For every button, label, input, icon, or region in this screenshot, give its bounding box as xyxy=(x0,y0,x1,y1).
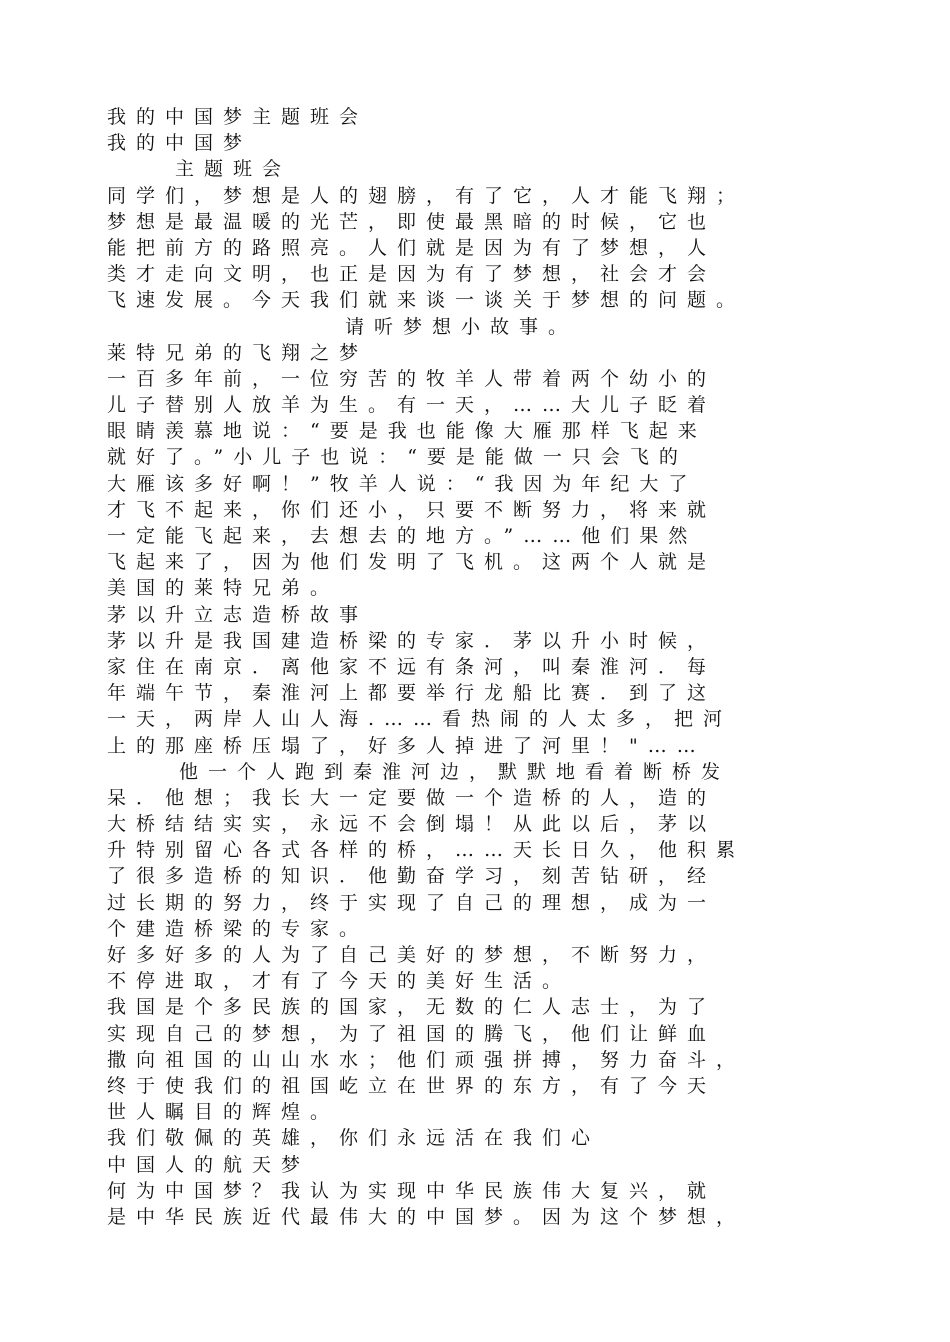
story-heading-mao-yisheng: 茅以升立志造桥故事 xyxy=(107,603,369,626)
document-title: 我的中国梦主题班会 xyxy=(107,106,369,128)
document-body xyxy=(107,104,867,1230)
text-line: 何为中国梦？我认为实现中华民族伟大复兴，就 xyxy=(107,1179,717,1202)
text-line: 是中华民族近代最伟大的中国梦。因为这个梦想， xyxy=(107,1205,746,1228)
text-line: 终于使我们的祖国屹立在世界的东方，有了今天 xyxy=(107,1074,717,1097)
text-line: 年端午节，秦淮河上都要举行龙船比赛．到了这 xyxy=(107,682,717,705)
text-line: 能把前方的路照亮。人们就是因为有了梦想，人 xyxy=(107,236,717,259)
text-line: 才飞不起来，你们还小，只要不断努力，将来就 xyxy=(107,498,717,521)
text-line: 大雁该多好啊！”牧羊人说：“我因为年纪大了 xyxy=(107,472,698,495)
text-line: 好多好多的人为了自己美好的梦想，不断努力， xyxy=(107,944,717,966)
text-line: 眼睛羡慕地说：“要是我也能像大雁那样飞起来 xyxy=(107,420,707,443)
text-line: 一定能飞起来，去想去的地方。”……他们果然 xyxy=(107,525,698,547)
text-line: 个建造桥梁的专家。 xyxy=(107,917,369,940)
text-line: 我国是个多民族的国家，无数的仁人志士，为了 xyxy=(107,996,717,1019)
text-line: 实现自己的梦想，为了祖国的腾飞，他们让鲜血 xyxy=(107,1022,717,1045)
text-line: 撒向祖国的山山水水；他们顽强拼搏，努力奋斗， xyxy=(107,1048,746,1071)
heading-my-china-dream: 我的中国梦 xyxy=(107,132,253,155)
text-line: 呆．他想；我长大一定要做一个造桥的人，造的 xyxy=(107,786,717,809)
text-line: 一天，两岸人山人海.……看热闹的人太多，把河 xyxy=(107,708,733,731)
text-line: 就好了。”小儿子也说：“要是能做一只会飞的 xyxy=(107,446,688,469)
heading-theme-class-meeting: 主题班会 xyxy=(175,158,292,181)
text-line: 我们敬佩的英雄，你们永远活在我们心 xyxy=(107,1127,601,1150)
text-line: 梦想是最温暖的光芒，即使最黑暗的时候，它也 xyxy=(107,210,717,233)
text-line: 家住在南京．离他家不远有条河，叫秦淮河．每 xyxy=(107,655,717,678)
text-line: 他一个人跑到秦淮河边，默默地看着断桥发 xyxy=(179,760,731,783)
text-line: 同学们，梦想是人的翅膀，有了它，人才能飞翔； xyxy=(107,184,746,207)
text-line: 了很多造桥的知识．他勤奋学习，刻苦钻研，经 xyxy=(107,865,717,888)
text-line: 过长期的努力，终于实现了自己的理想，成为一 xyxy=(107,891,717,914)
text-line: 类才走向文明，也正是因为有了梦想，社会才会 xyxy=(107,263,717,286)
text-line: 儿子替别人放羊为生。有一天，……大儿子眨着 xyxy=(107,394,717,417)
section-heading-space-dream: 中国人的航天梦 xyxy=(107,1153,311,1176)
text-line: 美国的莱特兄弟。 xyxy=(107,577,340,600)
text-line: 飞起来了，因为他们发明了飞机。这两个人就是 xyxy=(107,551,717,574)
text-line: 上的那座桥压塌了，好多人掉进了河里！"…… xyxy=(107,734,706,757)
text-line: 大桥结结实实，永远不会倒塌！从此以后，茅以 xyxy=(107,813,717,836)
text-line: 飞速发展。今天我们就来谈一谈关于梦想的问题。 xyxy=(107,289,746,312)
story-heading-wright-brothers: 莱特兄弟的飞翔之梦 xyxy=(107,341,369,364)
text-line: 一百多年前，一位穷苦的牧羊人带着两个幼小的 xyxy=(107,367,717,390)
text-line: 茅以升是我国建造桥梁的专家．茅以升小时候， xyxy=(107,629,717,652)
story-intro: 请听梦想小故事。 xyxy=(345,315,578,338)
text-line: 升特别留心各式各样的桥，……天长日久，他积累 xyxy=(107,839,746,862)
text-line: 不停进取，才有了今天的美好生活。 xyxy=(107,970,572,993)
text-line: 世人瞩目的辉煌。 xyxy=(107,1101,340,1124)
